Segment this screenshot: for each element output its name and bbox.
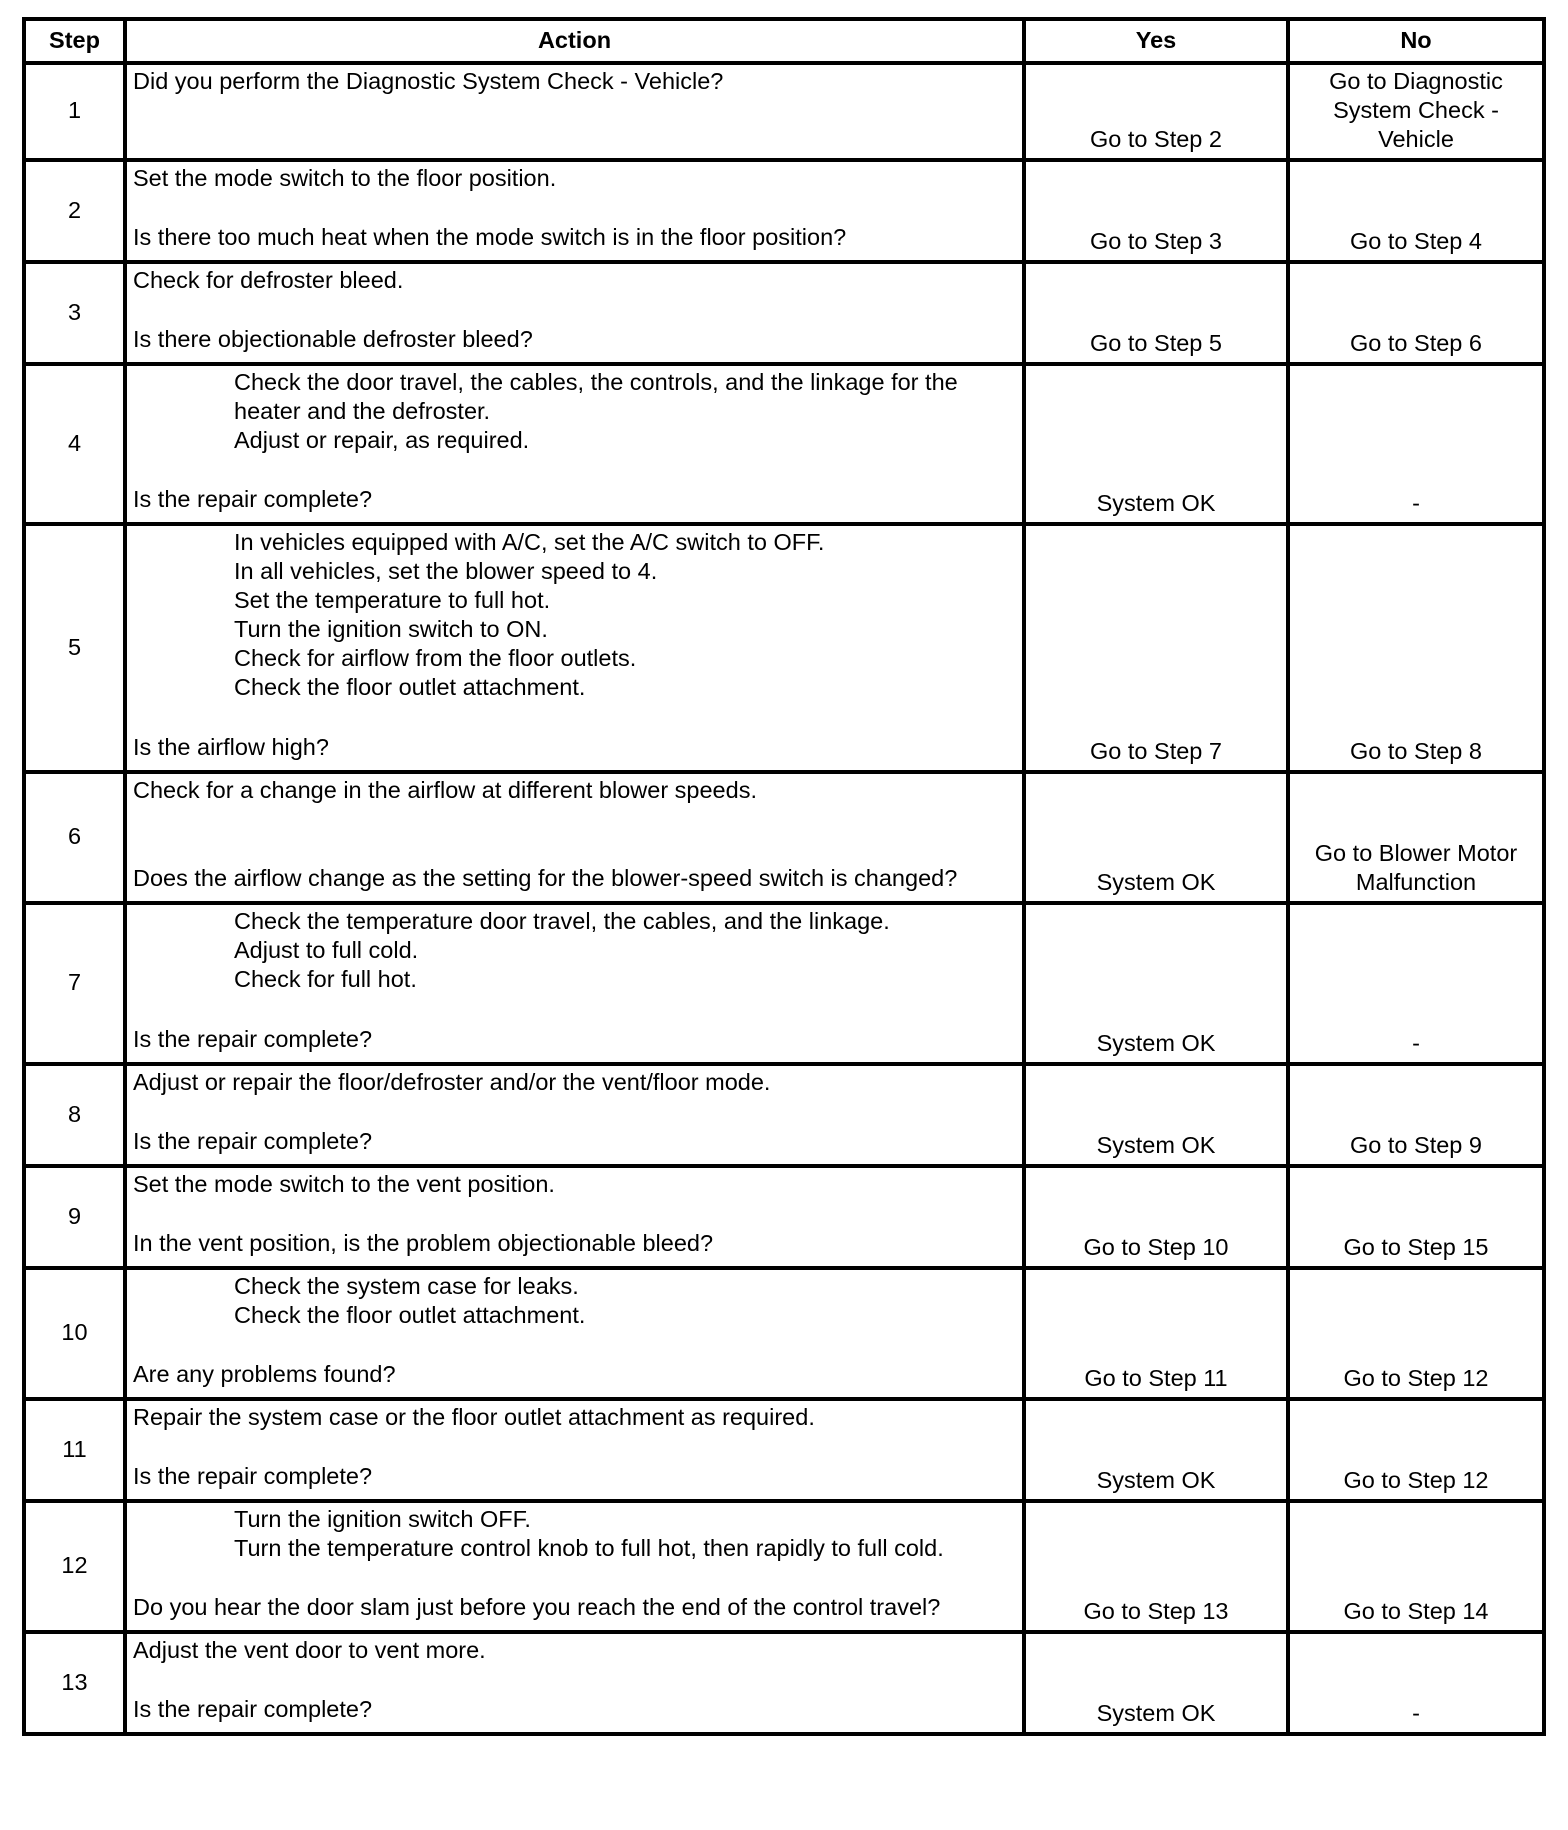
action-instructions bbox=[133, 776, 1016, 805]
yes-result: System OK bbox=[1024, 772, 1288, 903]
yes-result: System OK bbox=[1024, 364, 1288, 524]
table-row bbox=[24, 524, 1544, 772]
no-result: - bbox=[1288, 903, 1544, 1064]
instruction-line: Did you perform the Diagnostic System Check - Vehicle? bbox=[133, 68, 724, 94]
action-cell bbox=[125, 1501, 1024, 1632]
instruction-line: Adjust or repair, as required. bbox=[234, 427, 530, 453]
table-row bbox=[24, 364, 1544, 524]
instruction-line: In all vehicles, set the blower speed to 4. bbox=[234, 558, 658, 584]
instruction-line: Turn the ignition switch to ON. bbox=[234, 616, 548, 642]
no-result: Go to Blower Motor Malfunction bbox=[1288, 772, 1544, 903]
action-cell bbox=[125, 262, 1024, 364]
instruction-line: In vehicles equipped with A/C, set the A/C switch to OFF. bbox=[234, 529, 825, 555]
no-result: - bbox=[1288, 364, 1544, 524]
step-number: 8 bbox=[24, 1064, 125, 1166]
action-question: Does the airflow change as the setting for the blower-speed switch is changed? bbox=[133, 865, 958, 891]
action-content bbox=[133, 776, 1016, 893]
action-instructions bbox=[133, 528, 1016, 702]
action-cell bbox=[125, 772, 1024, 903]
step-number: 11 bbox=[24, 1399, 125, 1501]
instruction-line: Check for defroster bleed. bbox=[133, 267, 404, 293]
step-number: 13 bbox=[24, 1632, 125, 1734]
table-row bbox=[24, 1399, 1544, 1501]
action-question: Is the repair complete? bbox=[133, 1026, 373, 1052]
action-question: Are any problems found? bbox=[133, 1361, 396, 1387]
action-question: Is the repair complete? bbox=[133, 486, 373, 512]
action-question: Is the repair complete? bbox=[133, 1128, 373, 1154]
step-number: 7 bbox=[24, 903, 125, 1064]
action-cell bbox=[125, 1166, 1024, 1268]
action-content bbox=[133, 1636, 1016, 1724]
header-action: Action bbox=[125, 19, 1024, 63]
table-row bbox=[24, 1166, 1544, 1268]
action-content bbox=[133, 1068, 1016, 1156]
table-row bbox=[24, 160, 1544, 262]
yes-result: Go to Step 2 bbox=[1024, 63, 1288, 160]
action-cell bbox=[125, 63, 1024, 160]
action-cell bbox=[125, 1632, 1024, 1734]
instruction-line: Set the mode switch to the vent position. bbox=[133, 1171, 555, 1197]
table-header-row bbox=[24, 19, 1544, 63]
instruction-line: Check the floor outlet attachment. bbox=[234, 674, 586, 700]
step-number: 4 bbox=[24, 364, 125, 524]
header-step: Step bbox=[24, 19, 125, 63]
action-instructions bbox=[133, 266, 1016, 295]
action-content bbox=[133, 368, 1016, 514]
no-result: Go to Step 12 bbox=[1288, 1268, 1544, 1399]
yes-result: System OK bbox=[1024, 1399, 1288, 1501]
action-question: Is there objectionable defroster bleed? bbox=[133, 326, 533, 352]
instruction-line: Set the mode switch to the floor position. bbox=[133, 165, 557, 191]
step-number: 6 bbox=[24, 772, 125, 903]
instruction-line: Adjust or repair the floor/defroster and/or the vent/floor mode. bbox=[133, 1069, 771, 1095]
action-instructions bbox=[133, 164, 1016, 193]
step-number: 5 bbox=[24, 524, 125, 772]
action-question: Do you hear the door slam just before you reach the end of the control travel? bbox=[133, 1594, 941, 1620]
action-content bbox=[133, 1505, 1016, 1622]
instruction-line: Check the temperature door travel, the cables, and the linkage. bbox=[234, 908, 890, 934]
action-cell bbox=[125, 524, 1024, 772]
yes-result: Go to Step 3 bbox=[1024, 160, 1288, 262]
action-content bbox=[133, 1272, 1016, 1389]
table-row bbox=[24, 63, 1544, 160]
table-row bbox=[24, 262, 1544, 364]
yes-result: Go to Step 13 bbox=[1024, 1501, 1288, 1632]
table-row bbox=[24, 1501, 1544, 1632]
table-row bbox=[24, 1632, 1544, 1734]
action-content bbox=[133, 266, 1016, 354]
action-instructions bbox=[133, 1505, 1016, 1563]
action-content bbox=[133, 67, 1016, 147]
step-number: 12 bbox=[24, 1501, 125, 1632]
yes-result: Go to Step 7 bbox=[1024, 524, 1288, 772]
diagnostic-table bbox=[22, 17, 1546, 1736]
yes-result: Go to Step 5 bbox=[1024, 262, 1288, 364]
no-result: Go to Step 4 bbox=[1288, 160, 1544, 262]
table-body bbox=[24, 63, 1544, 1734]
action-instructions bbox=[133, 907, 1016, 994]
action-content bbox=[133, 1403, 1016, 1491]
yes-result: Go to Step 10 bbox=[1024, 1166, 1288, 1268]
instruction-line: Adjust the vent door to vent more. bbox=[133, 1637, 486, 1663]
table-row bbox=[24, 1064, 1544, 1166]
no-result: Go to Step 14 bbox=[1288, 1501, 1544, 1632]
action-content bbox=[133, 1170, 1016, 1258]
action-cell bbox=[125, 364, 1024, 524]
action-cell bbox=[125, 1268, 1024, 1399]
action-instructions bbox=[133, 67, 1016, 96]
instruction-line: Check the system case for leaks. bbox=[234, 1273, 579, 1299]
action-instructions bbox=[133, 1636, 1016, 1665]
step-number: 9 bbox=[24, 1166, 125, 1268]
instruction-line: Set the temperature to full hot. bbox=[234, 587, 551, 613]
action-instructions bbox=[133, 1170, 1016, 1199]
action-question: Is there too much heat when the mode switch is in the floor position? bbox=[133, 224, 847, 250]
instruction-line: Check for full hot. bbox=[234, 966, 417, 992]
no-result: Go to Step 6 bbox=[1288, 262, 1544, 364]
yes-result: System OK bbox=[1024, 1064, 1288, 1166]
action-cell bbox=[125, 1064, 1024, 1166]
action-instructions bbox=[133, 1272, 1016, 1330]
action-question: Is the airflow high? bbox=[133, 734, 329, 760]
instruction-line: Repair the system case or the floor outlet attachment as required. bbox=[133, 1404, 815, 1430]
action-instructions bbox=[133, 368, 1016, 455]
action-instructions bbox=[133, 1068, 1016, 1097]
no-result: Go to Step 12 bbox=[1288, 1399, 1544, 1501]
header-yes: Yes bbox=[1024, 19, 1288, 63]
action-question: Is the repair complete? bbox=[133, 1463, 373, 1489]
action-content bbox=[133, 528, 1016, 762]
instruction-line: Adjust to full cold. bbox=[234, 937, 419, 963]
table-row bbox=[24, 903, 1544, 1064]
action-cell bbox=[125, 1399, 1024, 1501]
action-cell bbox=[125, 160, 1024, 262]
action-cell bbox=[125, 903, 1024, 1064]
action-content bbox=[133, 907, 1016, 1054]
no-result: Go to Diagnostic System Check - Vehicle bbox=[1288, 63, 1544, 160]
yes-result: System OK bbox=[1024, 903, 1288, 1064]
table-row bbox=[24, 772, 1544, 903]
action-question: Is the repair complete? bbox=[133, 1696, 373, 1722]
yes-result: Go to Step 11 bbox=[1024, 1268, 1288, 1399]
action-instructions bbox=[133, 1403, 1016, 1432]
action-question: In the vent position, is the problem objectionable bleed? bbox=[133, 1230, 714, 1256]
action-content bbox=[133, 164, 1016, 252]
step-number: 3 bbox=[24, 262, 125, 364]
table-row bbox=[24, 1268, 1544, 1399]
instruction-line: Check for airflow from the floor outlets. bbox=[234, 645, 637, 671]
step-number: 10 bbox=[24, 1268, 125, 1399]
instruction-line: Turn the ignition switch OFF. bbox=[234, 1506, 531, 1532]
no-result: Go to Step 15 bbox=[1288, 1166, 1544, 1268]
instruction-line: Check the door travel, the cables, the controls, and the linkage for the heater and the defroster. bbox=[234, 369, 958, 424]
step-number: 1 bbox=[24, 63, 125, 160]
instruction-line: Turn the temperature control knob to full hot, then rapidly to full cold. bbox=[234, 1535, 944, 1561]
no-result: - bbox=[1288, 1632, 1544, 1734]
step-number: 2 bbox=[24, 160, 125, 262]
instruction-line: Check the floor outlet attachment. bbox=[234, 1302, 586, 1328]
header-no: No bbox=[1288, 19, 1544, 63]
no-result: Go to Step 9 bbox=[1288, 1064, 1544, 1166]
no-result: Go to Step 8 bbox=[1288, 524, 1544, 772]
yes-result: System OK bbox=[1024, 1632, 1288, 1734]
instruction-line: Check for a change in the airflow at different blower speeds. bbox=[133, 777, 757, 803]
